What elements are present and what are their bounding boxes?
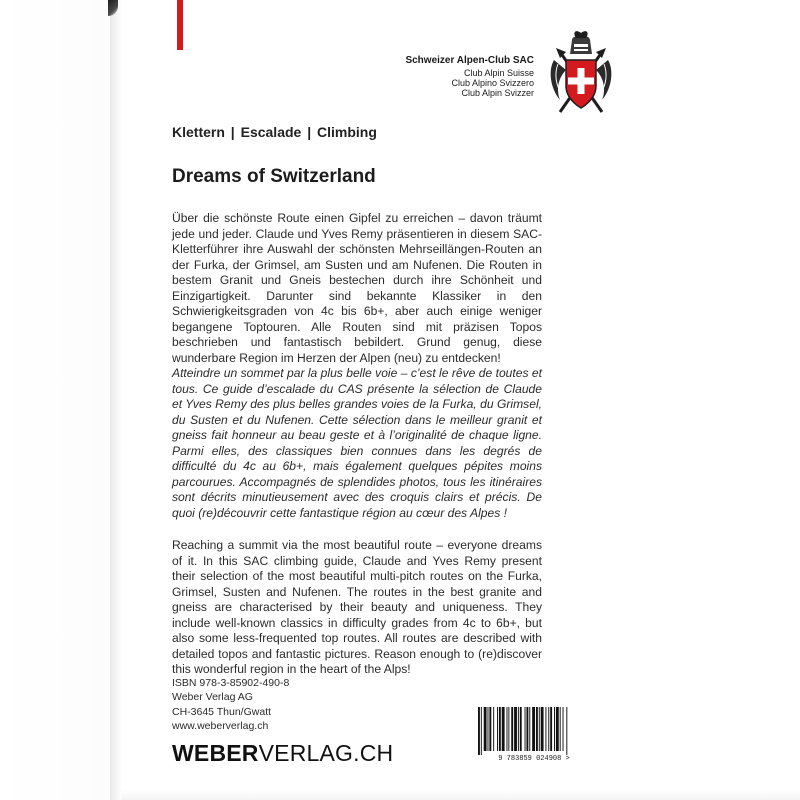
barcode-bar — [563, 707, 564, 751]
barcode-bar — [556, 707, 559, 751]
description-german: Über die schönste Route einen Gipfel zu erreichen – davon träumt jede und jeder. Claude und Yves Remy präsentieren in diesem SAC-Kletterführer ihre Auswahl der schönsten Mehrseillängen-Routen an der Furka, der Grimsel, am Susten und am Nufenen. Die Routen in bestem Granit und Gneis bestechen durch ihre Schönheit und Einzigartigkeit. Darunter sind bekannte Klassiker in den Schwierigkeitsgraden von 4c bis 6b+, aber auch einige weniger begangene Toptouren. Alle Routen sind mit präzisen Topos beschrieben und fantastisch bebildert. Grund genug, diese wunderbare Region im Herzen der Alpen (neu) zu entdecken! — [172, 211, 542, 365]
imprint-publisher: Weber Verlag AG — [172, 691, 253, 704]
barcode-bar — [493, 707, 494, 751]
publisher-name-rm: Club Alpin Svizzer — [461, 88, 534, 98]
barcode-bar — [514, 707, 517, 751]
subtitle-separator: | — [230, 124, 235, 140]
imprint-address: CH-3645 Thun/Gwatt — [172, 705, 272, 718]
sac-logo — [546, 30, 616, 122]
barcode-bar — [497, 707, 498, 751]
barcode-bar — [502, 707, 505, 751]
isbn-barcode — [470, 703, 598, 765]
barcode-bar — [539, 707, 540, 751]
barcode-bars — [470, 703, 598, 757]
description-english: Reaching a summit via the most beautiful route – everyone dreams of it. In this SAC climbing guide, Claude and Yves Remy present their selection of the most beautiful multi-pitch routes on the Furka, Grimsel, Susten and Nufenen. The routes in the best granite and gneiss are characterised by their beauty and uniqueness. They include well-known classics in difficulty grades from 4c to 6b+, but also some less-frequented top routes. All routes are described with detailed topos and fantastic pictures. Reason enough to (re)discover this wonderful region in the heart of the Alps! — [172, 538, 542, 676]
barcode-bar — [481, 707, 482, 755]
subtitle-separator: | — [307, 124, 312, 140]
barcode-bar — [511, 707, 513, 751]
barcode-bar — [541, 707, 544, 751]
isbn: ISBN 978-3-85902-490-8 — [172, 677, 290, 689]
barcode-bar — [518, 707, 519, 751]
barcode-bar — [478, 707, 480, 755]
barcode-bar — [529, 707, 530, 751]
imprint-website: www.weberverlag.ch — [172, 719, 269, 732]
book-title: Dreams of Switzerland — [172, 166, 376, 187]
brand-light: VERLAG.CH — [258, 740, 394, 766]
barcode-bar — [508, 707, 509, 751]
barcode-bar — [560, 707, 561, 751]
subtitle-de: Klettern — [172, 124, 225, 140]
subtitle-en: Climbing — [317, 124, 377, 140]
cover-sliver — [0, 0, 112, 800]
publisher-block — [334, 55, 534, 98]
barcode-bar — [554, 707, 555, 751]
logo-mantling-right — [596, 60, 611, 100]
logo-mantling-left — [551, 60, 566, 100]
barcode-bar — [545, 707, 546, 751]
publisher-brand-logo — [172, 740, 393, 767]
description-french: Atteindre un sommet par la plus belle voie – c’est le rêve de toutes et tous. Ce guide d’escalade du CAS présente la sélection de Claude et Yves Remy des plus belles grandes voies de la Furka, du Grimsel, du Susten et du Nufenen. Cette sélection dans le meilleur granit et gneiss fait honneur au beau geste et à l’originalité de chaque ligne. Parmi elles, des classiques bien connues dans les degrés de difficulté du 4c au 6b+, mais également quelques pépites moins parcourues. Accompagnés de splendides photos, tous les itinéraires sont décrits minutieusement avec des croquis clairs et précis. De quoi (re)découvrir cette fantastique région au cœur des Alpes ! — [172, 366, 542, 520]
spine-fold — [110, 0, 122, 800]
barcode-bar — [548, 707, 549, 751]
brand-bold: WEBER — [172, 740, 259, 766]
subtitle — [172, 124, 377, 140]
barcode-bar — [525, 707, 526, 751]
barcode-bar — [488, 707, 489, 751]
subtitle-fr: Escalade — [240, 124, 302, 140]
red-accent-bar — [177, 0, 183, 50]
imprint — [172, 676, 392, 733]
barcode-bar — [484, 707, 487, 751]
publisher-name: Schweizer Alpen-Club SAC — [405, 55, 534, 66]
barcode-bar — [532, 707, 535, 751]
barcode-bar — [566, 707, 567, 755]
barcode-bar — [550, 707, 552, 751]
bottom-edge — [122, 790, 800, 800]
barcode-bar — [499, 707, 501, 751]
barcode-digits: 9 783859 024908 > — [498, 755, 570, 763]
publisher-name-fr: Club Alpin Suisse — [463, 68, 534, 78]
barcode-bar — [536, 707, 538, 751]
barcode-bar — [489, 707, 491, 751]
publisher-name-it: Club Alpino Svizzero — [451, 78, 534, 88]
barcode-bar — [526, 707, 528, 751]
book-left-edge — [0, 0, 122, 800]
barcode-bar — [507, 707, 508, 751]
barcode-bar — [520, 707, 522, 751]
